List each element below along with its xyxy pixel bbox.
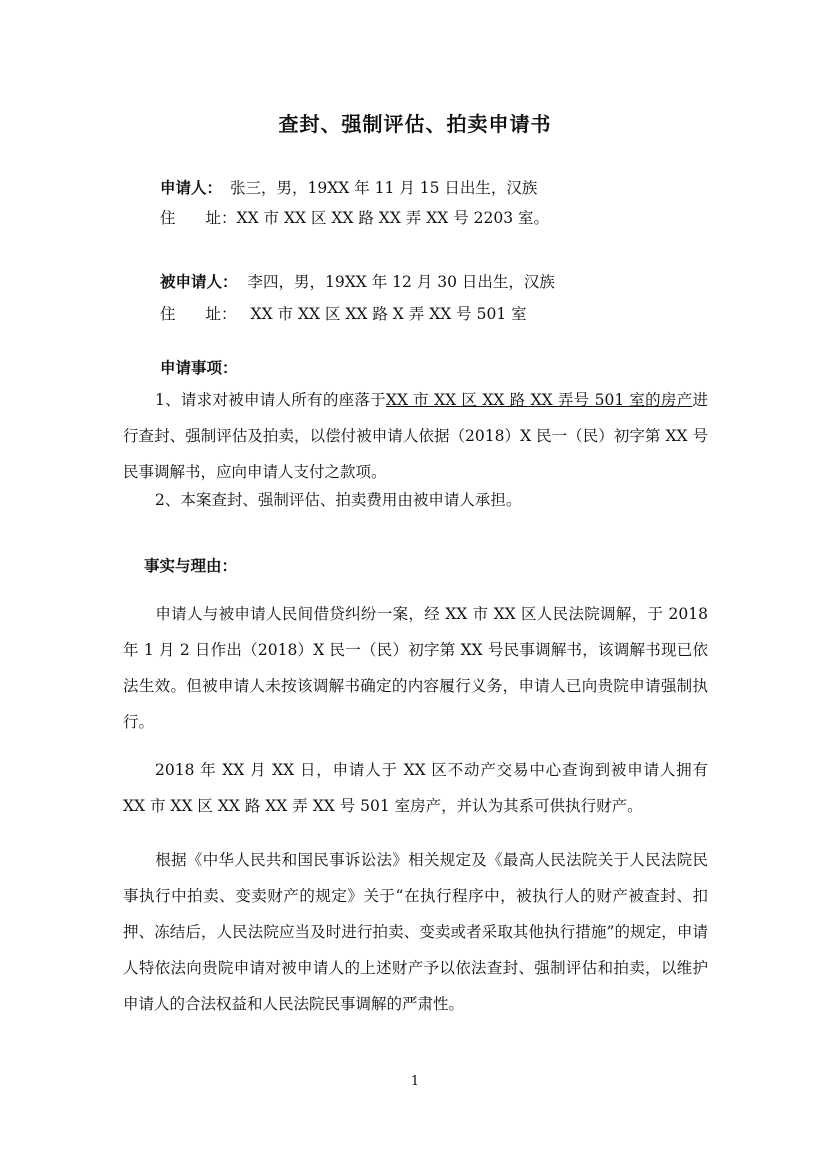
applicant-label: 申请人： [160,179,223,197]
respondent-line [160,270,555,292]
respondent-info: 李四，男，19XX 年 12 月 30 日出生，汉族 [247,273,555,291]
claims-heading: 申请事项： [160,359,238,377]
applicant-address-line [160,206,549,228]
facts-heading: 事实与理由： [144,557,238,575]
respondent-label: 被申请人： [160,273,238,291]
applicant-line [160,176,537,198]
document-title: 查封、强制评估、拍卖申请书 [278,112,552,136]
claim-item-1-prefix: 1、请求对被申请人所有的座落于 [155,391,386,409]
facts-paragraph-3: 根据《中华人民共和国民事诉讼法》相关规定及《最高人民法院关于人民法院民事执行中拍卖、变卖财产的规定》关于“在执行程序中，被执行人的财产被查封、扣押、冻结后，人民法院应当及时进行拍卖、变卖或者采取其他执行措施”的规定，申请人特依法向贵院申请对被申请人的上述财产予以依法查封、强制评估和拍卖，以维护申请人的合法权益和人民法院民事调解的严肃性。 [123,851,708,1013]
page-number: 1 [410,1074,420,1089]
facts-paragraph-1: 申请人与被申请人民间借贷纠纷一案，经 XX 市 XX 区人民法院调解，于 2018 年 1 月 2 日作出（2018）X 民一（民）初字第 XX 号民事调解书，该调解书现已依法生效。但被申请人未按该调解书确定的内容履行义务，申请人已向贵院申请强制执行。 [123,605,708,731]
respondent-address-label-a: 住 [160,305,176,323]
respondent-address-label-b: 址： [205,305,237,323]
facts-paragraph-2: 2018 年 XX 月 XX 日，申请人于 XX 区不动产交易中心查询到被申请人拥有 XX 市 XX 区 XX 路 XX 弄 XX 号 501 室房产，并认为其系可供执行财产。 [123,761,708,815]
respondent-address: XX 市 XX 区 XX 路 X 弄 XX 号 501 室 [250,305,527,323]
claim-item-1 [123,382,708,490]
applicant-address-label-b: 址： [205,209,237,227]
applicant-address: XX 市 XX 区 XX 路 XX 弄 XX 号 2203 室。 [236,209,550,227]
claim-item-1-suffix: 进行查封、强制评估及拍卖，以偿付被申请人依据（2018）X 民一（民）初字第 XX 号民事调解书，应向申请人支付之款项。 [123,391,708,481]
respondent-address-line [160,302,527,324]
claim-property-underlined: XX 市 XX 区 XX 路 XX 弄号 501 室的房产 [385,391,693,409]
claim-item-2: 2、本案查封、强制评估、拍卖费用由被申请人承担。 [155,491,522,509]
applicant-address-label-a: 住 [160,209,176,227]
applicant-info: 张三，男，19XX 年 11 月 15 日出生，汉族 [230,179,538,197]
